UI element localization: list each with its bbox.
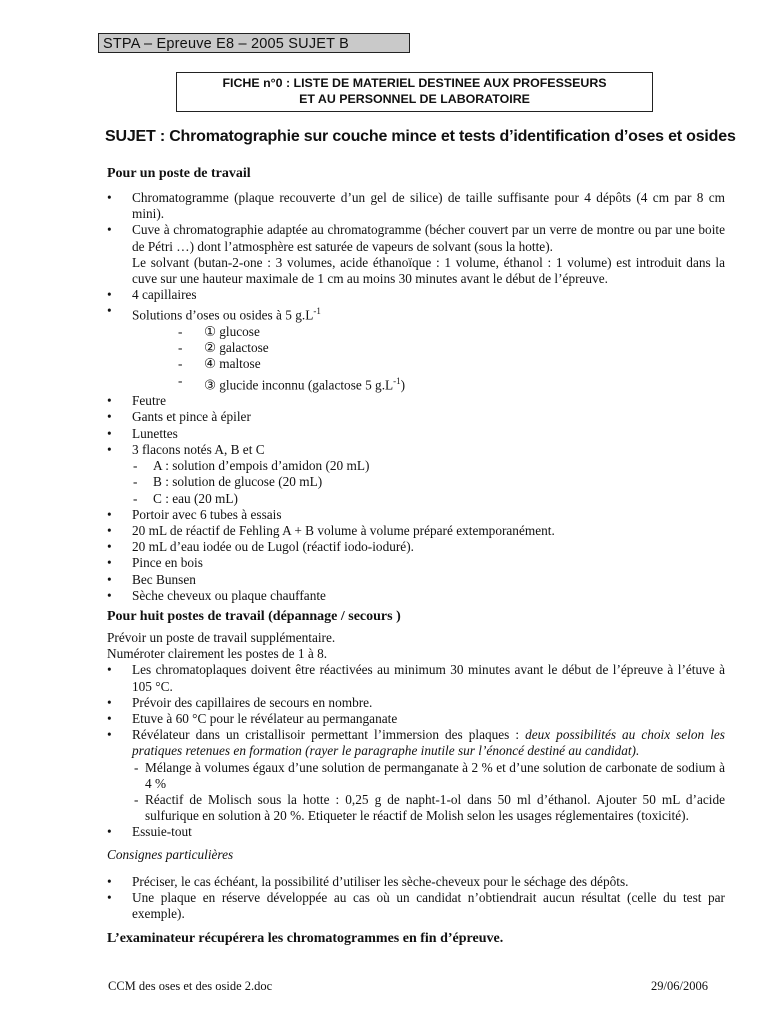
sublist-item: - A : solution d’empois d’amidon (20 mL) (133, 458, 725, 474)
sublist-item: - Mélange à volumes égaux d’une solution de permanganate à 2 % et d’une solution de carbonate de sodium à 4 % (134, 760, 725, 792)
list-item: • Préciser, le cas échéant, la possibilité d’utiliser les sèche-cheveux pour le séchage des dépôts. (107, 874, 725, 890)
list-item (107, 442, 725, 507)
document-body (107, 165, 725, 947)
section-heading-huit-postes: Pour huit postes de travail (dépannage / secours ) (107, 608, 401, 624)
flacons-label: 3 flacons notés A, B et C (132, 441, 265, 457)
list-item: • Gants et pince à épiler (107, 409, 725, 425)
solvant-text: Le solvant (butan-2-one : 3 volumes, acide éthanoïque : 1 volume, éthanol : 1 volume) est introduit dans la cuve sur une hauteur maximale de 1 cm au moins 30 minutes avant le début de l’épreuve. (132, 254, 725, 287)
sublist-item: - ④ maltose (178, 356, 725, 372)
flacons-sublist (132, 458, 725, 507)
paragraph: Numéroter clairement les postes de 1 à 8. (107, 646, 328, 662)
inconnu-label: ③ glucide inconnu (galactose 5 g.L (204, 377, 394, 393)
list-item: • Pince en bois (107, 555, 725, 571)
solutions-exponent: -1 (313, 306, 321, 317)
list-item: • Essuie-tout (107, 824, 725, 840)
list-item: • Portoir avec 6 tubes à essais (107, 507, 725, 523)
solutions-sublist (132, 324, 725, 393)
list-item: • Feutre (107, 393, 725, 409)
sublist-item: - B : solution de glucose (20 mL) (133, 474, 725, 490)
list-item: • Sèche cheveux ou plaque chauffante (107, 588, 725, 604)
fiche-title-line2: ET AU PERSONNEL DE LABORATOIRE (299, 91, 530, 106)
inconnu-suffix: ) (400, 377, 406, 393)
revelateur-note: deux possibilités au choix selon les pratiques retenues en formation (rayer le paragraphe inutile sur l’énoncé destiné au candidat). (132, 727, 725, 759)
poste-equipment-list (107, 190, 725, 604)
list-item: • Lunettes (107, 426, 725, 442)
consignes-list (107, 874, 725, 923)
list-item: • Les chromatoplaques doivent être réactivées au minimum 30 minutes avant le début de l’épreuve à l’étuve à 105 °C. (107, 662, 725, 694)
closing-statement: L’examinateur récupérera les chromatogrammes en fin d’épreuve. (107, 931, 504, 947)
consignes-heading: Consignes particulières (107, 846, 234, 862)
fiche-title-line1: FICHE n°0 : LISTE DE MATERIEL DESTINEE AUX PROFESSEURS (222, 76, 607, 90)
footer-filename: CCM des oses et des oside 2.doc (108, 979, 273, 993)
list-item: • Chromatogramme (plaque recouverte d’un gel de silice) de taille suffisante pour 4 dépôts (4 cm par 8 cm mini). (107, 190, 725, 222)
list-item: • 20 mL de réactif de Fehling A + B volume à volume préparé extemporanément. (107, 523, 725, 539)
list-item: • 4 capillaires (107, 287, 725, 303)
sublist-item: - ② galactose (178, 340, 725, 356)
revelateur-options (132, 760, 725, 825)
list-item (107, 303, 725, 393)
list-item: • Une plaque en réserve développée au cas où un candidat n’obtiendrait aucun résultat (celle du test par exemple). (107, 890, 725, 922)
page-footer (108, 978, 708, 994)
sublist-item: - ① glucose (178, 324, 725, 340)
footer-date: 29/06/2006 (651, 979, 708, 993)
section-heading-poste: Pour un poste de travail (107, 166, 251, 181)
sublist-item: - Réactif de Molisch sous la hotte : 0,25 g de napht-1-ol dans 50 ml d’éthanol. Ajouter 50 mL d’acide sulfurique en solution à 20 %. Etiqueter le réactif de Molish selon les usages réglementaires (toxicité). (134, 792, 725, 824)
list-item (107, 727, 725, 824)
huit-postes-list (107, 662, 725, 840)
list-item: • Bec Bunsen (107, 572, 725, 588)
exam-header-tag: STPA – Epreuve E8 – 2005 SUJET B (98, 33, 410, 53)
solutions-label: Solutions d’oses ou osides à 5 g.L (132, 307, 314, 323)
inconnu-exponent: -1 (393, 375, 401, 386)
revelateur-text: Révélateur dans un cristallisoir permettant l’immersion des plaques : (132, 727, 526, 743)
cuve-text: • Cuve à chromatographie adaptée au chromatogramme (bécher couvert par un verre de montre ou par une boite de Pétri …) dont l’atmosphère est saturée de vapeurs de solvant (sous la hotte). (132, 222, 725, 254)
sublist-item: - C : eau (20 mL) (133, 491, 725, 507)
list-item: • Prévoir des capillaires de secours en nombre. (107, 695, 725, 711)
list-item: • Etuve à 60 °C pour le révélateur au permanganate (107, 711, 725, 727)
list-item (107, 222, 725, 287)
sublist-item (178, 373, 725, 394)
list-item: • 20 mL d’eau iodée ou de Lugol (réactif iodo-ioduré). (107, 539, 725, 555)
paragraph: Prévoir un poste de travail supplémentaire. (107, 629, 336, 645)
subject-title: SUJET : Chromatographie sur couche mince et tests d’identification d’oses et osides (105, 128, 736, 145)
fiche-title-box (176, 72, 653, 112)
